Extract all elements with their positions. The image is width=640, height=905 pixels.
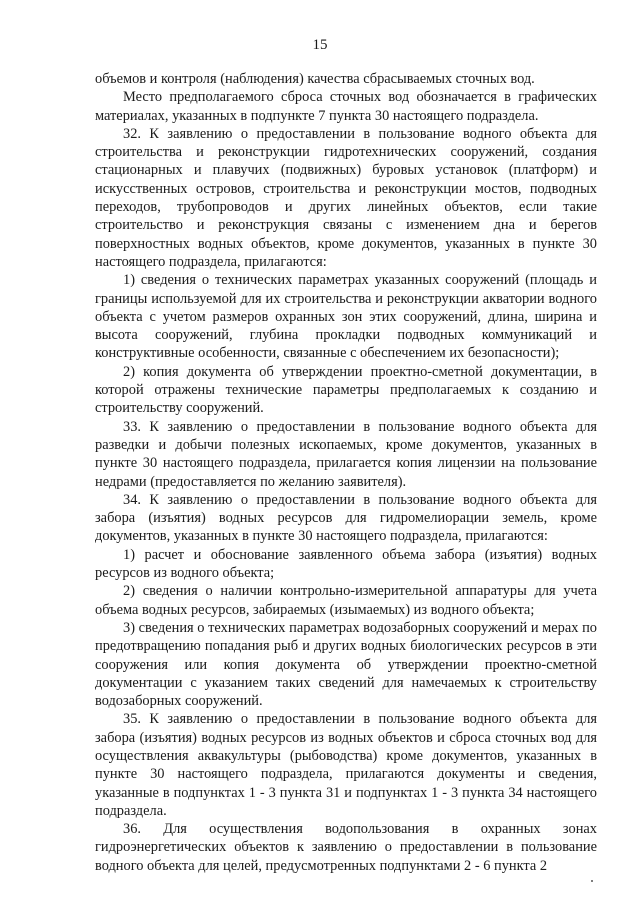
paragraph-continuation: объемов и контроля (наблюдения) качества сбрасываемых сточных вод. [95,71,535,87]
paragraph-item-32-sub-1: 1) сведения о технических параметрах указанных сооружений (площадь и границы используемой для их строительства и реконструкции акватории водного объекта с учетом размеров охранных зон этих сооружений, длина, ширина и высота сооружений, глубина прокладки подводных коммуникаций и конструктивные особенности, связанные с обеспечением их безопасности); [95,272,597,362]
paragraph-item-32-sub-2: 2) копия документа об утверждении проектно-сметной документации, в которой отражены технические параметры предполагаемых к созданию и строительству сооружений. [95,363,597,417]
paragraph-item-35: 35. К заявлению о предоставлении в пользование водного объекта для забора (изъятия) водных ресурсов из водных объектов и сброса сточных вод для осуществления аквакультуры (рыбоводства) кроме документов, указанных в пункте 30 настоящего подраздела, прилагаются документы и сведения, указанные в подпунктах 1 - 3 пункта 31 и подпунктах 1 - 3 пункта 34 настоящего подраздела. [95,711,597,819]
paragraph-item-34-sub-3: 3) сведения о технических параметрах водозаборных сооружений и мерах по предотвращению попадания рыб и других водных биологических ресурсов в эти сооружения или копия документа об утверждении проектно-сметной документации с указанием таких сведений для намечаемых к строительству водозаборных сооружений. [95,619,597,710]
scan-speck [591,880,593,882]
paragraph-item-34-sub-1: 1) расчет и обоснование заявленного объема забора (изъятия) водных ресурсов из водного объекта; [95,546,597,582]
document-body [95,70,597,875]
paragraph-item-36: 36. Для осуществления водопользования в охранных зонах гидроэнергетических объектов к заявлению о предоставлении в пользование водного объекта для целей, предусмотренных подпунктами 2 - 6 пункта 2 [95,821,597,874]
paragraph-item-32: 32. К заявлению о предоставлении в пользование водного объекта для строительства и реконструкции гидротехнических сооружений, создания стационарных и плавучих (подвижных) буровых установок (платформ) и искусственных островов, строительства и реконструкции мостов, подводных переходов, трубопроводов и других линейных объектов, если такие строительство и реконструкция связаны с изменением дна и берегов поверхностных водных объектов, кроме документов, указанных в пункте 30 настоящего подраздела, прилагаются: [95,125,597,270]
paragraph-discharge-location: Место предполагаемого сброса сточных вод обозначается в графических материалах, указанных в подпункте 7 пункта 30 настоящего подраздела. [95,89,597,124]
paragraph-item-34: 34. К заявлению о предоставлении в пользование водного объекта для забора (изъятия) водных ресурсов для гидромелиорации земель, кроме документов, указанных в пункте 30 настоящего подраздела, прилагаются: [95,491,597,545]
paragraph-item-33: 33. К заявлению о предоставлении в пользование водного объекта для разведки и добычи полезных ископаемых, кроме документов, указанных в пункте 30 настоящего подраздела, прилагается копия лицензии на пользование недрами (предоставляется по желанию заявителя). [95,418,597,490]
page-number: 15 [312,37,328,53]
paragraph-item-34-sub-2: 2) сведения о наличии контрольно-измерительной аппаратуры для учета объема водных ресурсов, забираемых (изымаемых) из водного объекта; [95,583,597,618]
